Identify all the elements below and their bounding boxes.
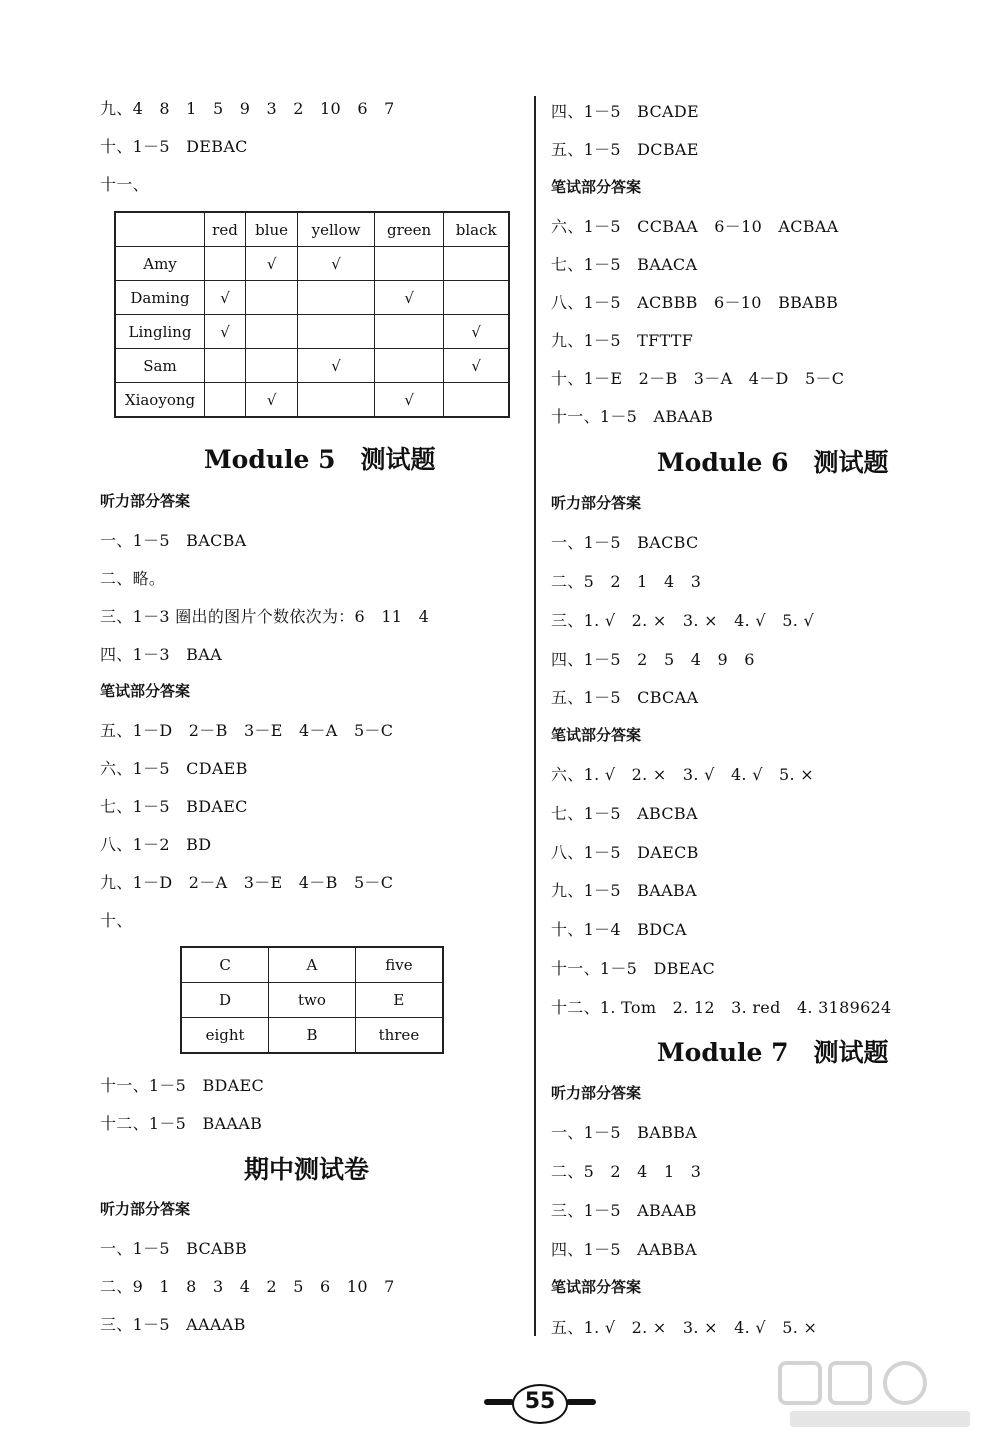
- decorative-bar-left: [484, 1399, 514, 1405]
- column-divider: [534, 96, 536, 1336]
- answer-line: 十二、1－5 BAAAB: [100, 1114, 263, 1133]
- column-header: black: [444, 212, 509, 247]
- answer-line: 一、1－5 BACBA: [100, 531, 247, 550]
- answer-line: 四、1－5 BCADE: [551, 102, 700, 121]
- number-answer-table: [180, 946, 444, 1054]
- section-heading-listening: 听力部分答案: [551, 494, 642, 512]
- column-header: green: [374, 212, 444, 247]
- column-header: blue: [246, 212, 298, 247]
- check-cell: [374, 247, 444, 281]
- check-cell: [205, 247, 246, 281]
- check-cell: [246, 315, 298, 349]
- answer-line: 四、1－5 2 5 4 9 6: [551, 650, 755, 669]
- answer-line: 一、1－5 BCABB: [100, 1239, 248, 1258]
- answer-line: 一、1－5 BACBC: [551, 533, 699, 552]
- check-cell: [298, 315, 375, 349]
- section-heading-listening: 听力部分答案: [551, 1084, 642, 1102]
- check-cell: [444, 247, 509, 281]
- answer-line: 十一、1－5 ABAAB: [551, 407, 714, 426]
- answer-line: 三、1. √ 2. × 3. × 4. √ 5. √: [551, 611, 814, 630]
- section-heading-written: 笔试部分答案: [551, 1278, 642, 1296]
- check-cell: √: [205, 281, 246, 315]
- check-cell: √: [444, 349, 509, 383]
- table-cell: B: [269, 1018, 356, 1054]
- section-heading-written: 笔试部分答案: [100, 682, 191, 700]
- table-cell: E: [355, 983, 443, 1018]
- row-name: Daming: [115, 281, 205, 315]
- check-cell: [374, 315, 444, 349]
- answer-line: 一、1－5 BABBA: [551, 1123, 698, 1142]
- check-cell: [246, 281, 298, 315]
- module-5-title: Module 5 测试题: [204, 445, 436, 474]
- table-cell: D: [181, 983, 269, 1018]
- answer-line: 九、1－5 TFTTF: [551, 331, 694, 350]
- check-cell: √: [205, 315, 246, 349]
- table-cell: eight: [181, 1018, 269, 1054]
- section-heading-listening: 听力部分答案: [100, 1200, 191, 1218]
- page-number: 55: [524, 1389, 556, 1414]
- row-name: Sam: [115, 349, 205, 383]
- answer-line: 七、1－5 BAACA: [551, 255, 698, 274]
- table-cell: two: [269, 983, 356, 1018]
- answer-line: 十、1－E 2－B 3－A 4－D 5－C: [551, 369, 845, 388]
- check-cell: √: [374, 281, 444, 315]
- check-cell: [205, 349, 246, 383]
- table-cell: three: [355, 1018, 443, 1054]
- check-cell: [298, 281, 375, 315]
- answer-line: 十、1－4 BDCA: [551, 920, 687, 939]
- table-corner-cell: [115, 212, 205, 247]
- answer-line: 十一、1－5 DBEAC: [551, 959, 716, 978]
- module-6-title: Module 6 测试题: [657, 448, 889, 477]
- answer-line: 三、1－5 AAAAB: [100, 1315, 246, 1334]
- answer-line: 九、1－D 2－A 3－E 4－B 5－C: [100, 873, 394, 892]
- section-heading-written: 笔试部分答案: [551, 178, 642, 196]
- check-cell: √: [444, 315, 509, 349]
- table-cell: C: [181, 947, 269, 983]
- table-row: [115, 383, 509, 418]
- answer-line: 六、1－5 CDAEB: [100, 759, 248, 778]
- answer-line: 三、1－3 圈出的图片个数依次为：6 11 4: [100, 607, 430, 626]
- table-row: [181, 983, 443, 1018]
- check-cell: √: [246, 247, 298, 281]
- module-7-title: Module 7 测试题: [657, 1038, 889, 1067]
- row-name: Amy: [115, 247, 205, 281]
- answer-line: 二、5 2 4 1 3: [551, 1162, 702, 1181]
- table-row: [115, 281, 509, 315]
- column-header: red: [205, 212, 246, 247]
- answer-line: 八、1－5 DAECB: [551, 843, 699, 862]
- answer-line: 十一、1－5 BDAEC: [100, 1076, 265, 1095]
- answer-line: 九、1－5 BAABA: [551, 881, 697, 900]
- table-cell: A: [269, 947, 356, 983]
- table-cell: five: [355, 947, 443, 983]
- check-cell: [444, 383, 509, 418]
- midterm-title: 期中测试卷: [244, 1155, 370, 1184]
- check-cell: √: [246, 383, 298, 418]
- check-cell: [374, 349, 444, 383]
- table-row: [181, 1018, 443, 1054]
- answer-line: 六、1. √ 2. × 3. √ 4. √ 5. ×: [551, 765, 814, 784]
- check-cell: √: [298, 349, 375, 383]
- section-heading-listening: 听力部分答案: [100, 492, 191, 510]
- page-number-badge: [490, 1384, 590, 1420]
- check-cell: [298, 383, 375, 418]
- decorative-bar-right: [566, 1399, 596, 1405]
- column-header: yellow: [298, 212, 375, 247]
- table-row: [181, 947, 443, 983]
- answer-line: 十一、: [100, 175, 149, 194]
- answer-line: 三、1－5 ABAAB: [551, 1201, 697, 1220]
- answer-line: 四、1－5 AABBA: [551, 1240, 697, 1259]
- answer-line: 九、4 8 1 5 9 3 2 10 6 7: [100, 99, 395, 118]
- answer-line: 六、1－5 CCBAA 6－10 ACBAA: [551, 217, 839, 236]
- answer-line: 七、1－5 ABCBA: [551, 804, 698, 823]
- table-row: [115, 315, 509, 349]
- check-cell: √: [298, 247, 375, 281]
- watermark-logo: [770, 1355, 990, 1435]
- answer-line: 八、1－5 ACBBB 6－10 BBABB: [551, 293, 839, 312]
- check-cell: [205, 383, 246, 418]
- answer-line: 五、1. √ 2. × 3. × 4. √ 5. ×: [551, 1318, 818, 1337]
- answer-line: 五、1－5 DCBAE: [551, 140, 699, 159]
- color-answer-table: [114, 211, 510, 418]
- table-header-row: [115, 212, 509, 247]
- table-row: [115, 247, 509, 281]
- check-cell: [444, 281, 509, 315]
- answer-line: 二、9 1 8 3 4 2 5 6 10 7: [100, 1277, 395, 1296]
- check-cell: [246, 349, 298, 383]
- answer-line: 七、1－5 BDAEC: [100, 797, 248, 816]
- answer-line: 二、5 2 1 4 3: [551, 572, 702, 591]
- answer-line: 十、: [100, 911, 133, 930]
- answer-line: 五、1－D 2－B 3－E 4－A 5－C: [100, 721, 394, 740]
- table-row: [115, 349, 509, 383]
- check-cell: √: [374, 383, 444, 418]
- answer-line: 二、略。: [100, 569, 166, 588]
- row-name: Xiaoyong: [115, 383, 205, 418]
- section-heading-written: 笔试部分答案: [551, 726, 642, 744]
- answer-line: 五、1－5 CBCAA: [551, 688, 699, 707]
- row-name: Lingling: [115, 315, 205, 349]
- answer-line: 四、1－3 BAA: [100, 645, 222, 664]
- answer-line: 十、1－5 DEBAC: [100, 137, 248, 156]
- answer-line: 十二、1. Tom 2. 12 3. red 4. 3189624: [551, 998, 892, 1017]
- answer-line: 八、1－2 BD: [100, 835, 212, 854]
